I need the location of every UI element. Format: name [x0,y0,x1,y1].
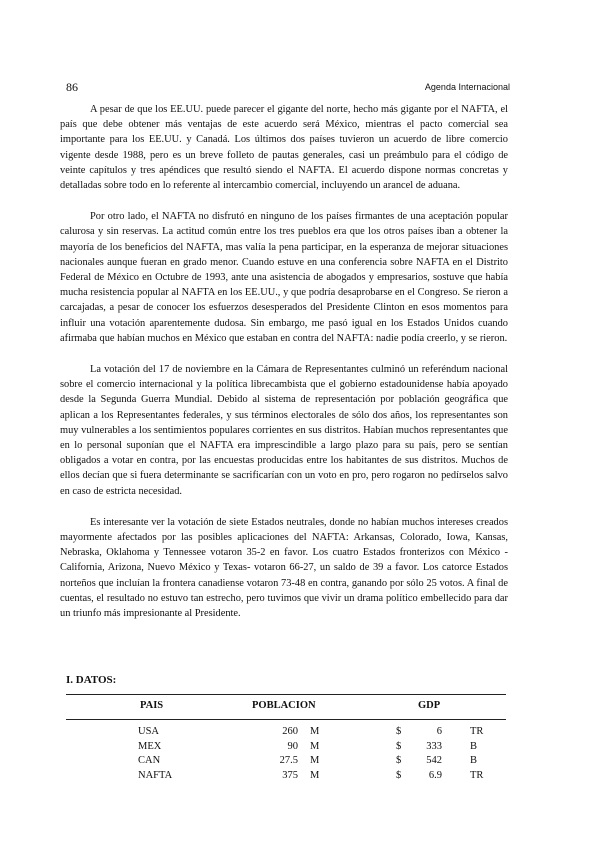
section-title: I. DATOS: [66,674,117,686]
cell-currency: $ [396,769,402,781]
cell-poblacion: 375 [282,769,298,781]
cell-poblacion-unit: M [310,726,320,737]
paragraph: Por otro lado, el NAFTA no disfrutó en ninguno de los países firmantes de una aceptación popular calurosa y sin reservas. La actitud común entre los tres pueblos era que los otros países iban a obtener la mayoría de los beneficios del NAFTA, mas valía la pena participar, en la esperanza de mejorar situaciones nacionales aunque fueran en grado menor. Cuando estuve en una conferencia sobre NAFTA en el Distrito Federal de México en Octubre de 1993, ante una asistencia de abogados y empresarios, sostuve que había mucha resistencia popular al NAFTA en los EE.UU., y que podría desaprobarse en el Congreso. Se rieron a carcajadas, a pesar de conocer los esfuerzos desesperados del Presidente Clinton en esos momentos para influir una votación aparentemente dudosa. Sin embargo, me pasó igual en los Estados Unidos cuando afirmaba que habían muchos en México que estaban en contra del NAFTA: nadie podía creerlo, y se rieron. [60,211,508,344]
data-table [66,694,506,783]
cell-poblacion: 27.5 [279,755,298,766]
table-header-rule [66,719,506,720]
body-text [60,102,508,637]
cell-gdp: 6.9 [428,769,442,781]
header-poblacion: POBLACION [252,700,316,711]
cell-pais: USA [138,726,160,737]
page-number: 86 [66,80,78,94]
cell-pais: CAN [138,755,161,766]
header-gdp: GDP [418,700,441,711]
cell-poblacion: 260 [282,726,298,737]
paragraph: Es interesante ver la votación de siete Estados neutrales, donde no habían muchos intereses creados mayormente afectados por las posibles aplicaciones del NAFTA: Arkansas, Colorado, Iowa, Kansas, Nebraska, Oklahoma y Tennessee votaron 35-2 en favor. Los cuatro Estados fronterizos con México -California, Arizona, Nuevo México y Texas- votaron 66-27, un saldo de 39 a favor. Los catorce Estados norteños que incluían la frontera canadiense votaron 73-48 en contra, ganando por sólo 25 votos. A final de cuentas, el resultado no estuvo tan estrecho, pero tuvimos que vivir un drama político embellecido para dar un triunfo más impresionante al Presidente. [60,516,508,620]
header-pais: PAIS [140,700,164,711]
cell-gdp-unit: TR [470,726,484,737]
cell-currency: $ [396,755,402,766]
cell-poblacion-unit: M [310,755,320,766]
cell-poblacion-unit: M [310,769,320,781]
cell-poblacion-unit: M [310,740,320,752]
table-row [66,769,506,784]
cell-gdp: 6 [436,726,442,737]
cell-gdp-unit: TR [470,769,484,781]
table-row [66,740,506,755]
table-row [66,725,506,740]
cell-gdp-unit: B [470,740,478,752]
table-row [66,754,506,769]
cell-gdp: 542 [426,755,442,766]
cell-pais: MEX [138,740,162,752]
cell-gdp: 333 [426,740,442,752]
cell-gdp-unit: B [470,755,478,766]
cell-pais: NAFTA [138,769,173,781]
paragraph: La votación del 17 de noviembre en la Cámara de Representantes culminó un referéndum nacional sobre el comercio internacional y la política librecambista que el gobierno estadounidense había apoyado desde la Segunda Guerra Mundial. Debido al sistema de representación por población geográfica que aplican a los Representantes federales, y sus términos electorales de sólo dos años, los representantes son muy vulnerables a los sentimientos populares corrientes en sus distritos. Habían muchos representantes que en lo personal suponían que el NAFTA era imprescindible a largo plazo para su país, pero se sentían obligados a votar en contra, por las encuestas producidas entre los habitantes de sus distritos. Muchos de ellos decían que si fuera determinante se sacrificarían con un voto en pro, pero rogaron no pedírselos salvo en caso de estricta necesidad. [60,364,508,497]
running-head: Agenda Internacional [424,82,510,92]
paragraph: A pesar de que los EE.UU. puede parecer el gigante del norte, hecho más gigante por el NAFTA, el país que debe obtener más ventajas de este acuerdo será México, mientras el pacto comercial sea importante para los EE.UU. y Canadá. Los últimos dos países tuvieron un acuerdo de libre comercio vigente desde 1988, pero es un breve folleto de pautas generales, casi un preámbulo para el código de veinte capítulos y tres apéndices que resultó siendo el NAFTA. El acuerdo dispone normas concretas y detalladas sobre todo en lo referente al intercambio comercial, incluyendo un arancel de aduana. [60,104,508,192]
cell-poblacion: 90 [287,740,298,752]
cell-currency: $ [396,726,402,737]
table-header [66,695,506,719]
cell-currency: $ [396,740,402,752]
